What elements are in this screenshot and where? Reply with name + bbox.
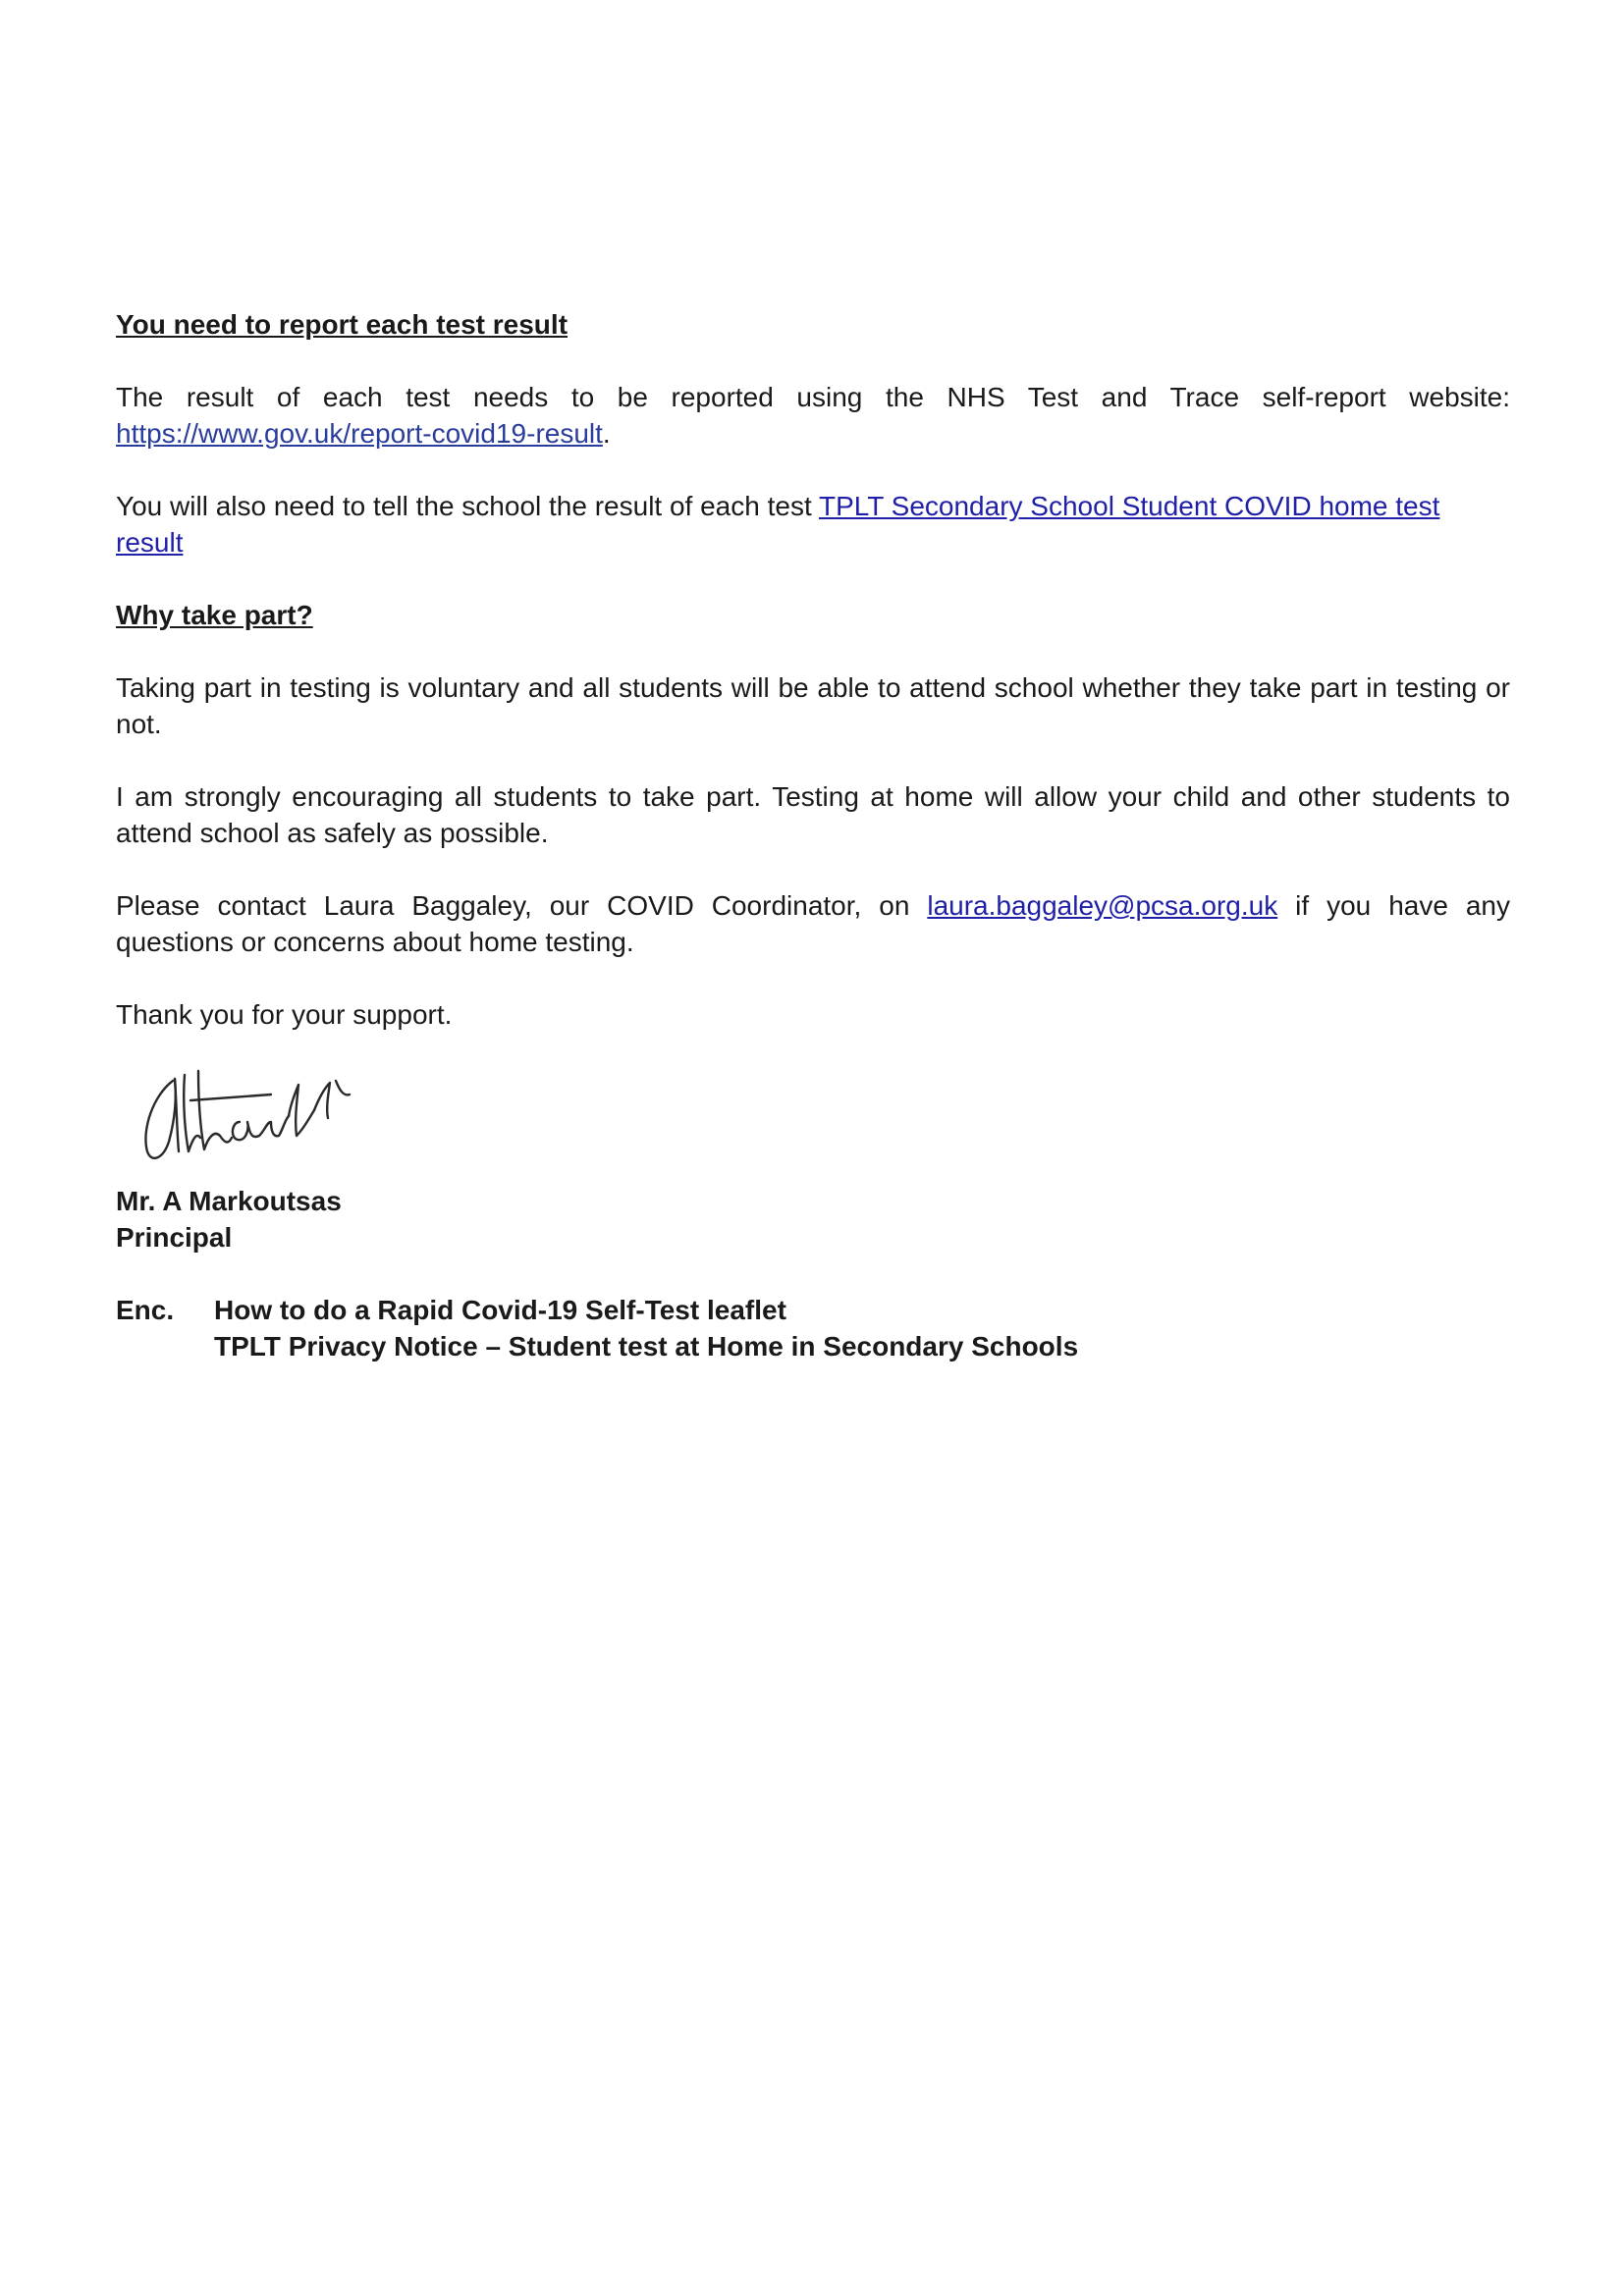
contact-text: Please contact Laura Baggaley, our COVID Coordinator, on (116, 890, 928, 921)
encouragement-paragraph: I am strongly encouraging all students to take part. Testing at home will allow your child and other students to attend school as safely as possible. (116, 781, 1510, 848)
report-instructions-text: The result of each test needs to be reported using the NHS Test and Trace self-report website: (116, 382, 1510, 412)
signatory-title: Principal (116, 1222, 233, 1253)
contact-paragraph (116, 887, 1510, 960)
coordinator-email-link[interactable]: laura.baggaley@pcsa.org.uk (927, 890, 1278, 921)
tell-school-text: You will also need to tell the school the result of each test (116, 491, 820, 521)
enclosure-item: TPLT Privacy Notice – Student test at Home in Secondary Schools (214, 1331, 1079, 1362)
report-instructions-end: . (602, 418, 611, 449)
contact-end: if you have any questions or concerns about home testing. (116, 890, 1510, 957)
report-result-heading: You need to report each test result (116, 309, 568, 340)
enclosures-label: Enc. (116, 1295, 175, 1325)
enclosure-item: How to do a Rapid Covid-19 Self-Test leaflet (214, 1295, 786, 1325)
tell-school-paragraph (116, 488, 1510, 561)
enclosures-list (214, 1292, 1078, 1364)
signature-image (134, 1061, 359, 1169)
voluntary-paragraph: Taking part in testing is voluntary and all students will be able to attend school whether they take part in testing or not. (116, 672, 1510, 739)
signatory-name: Mr. A Markoutsas (116, 1186, 342, 1216)
report-instructions-paragraph (116, 379, 1510, 452)
enclosures-block (116, 1292, 1510, 1364)
thanks-line: Thank you for your support. (116, 999, 453, 1030)
report-covid-result-link[interactable]: https://www.gov.uk/report-covid19-result (116, 418, 603, 449)
why-take-part-heading: Why take part? (116, 600, 313, 630)
letter-body (116, 306, 1510, 1364)
school-test-result-link[interactable]: TPLT Secondary School Student COVID home test result (116, 491, 1440, 558)
